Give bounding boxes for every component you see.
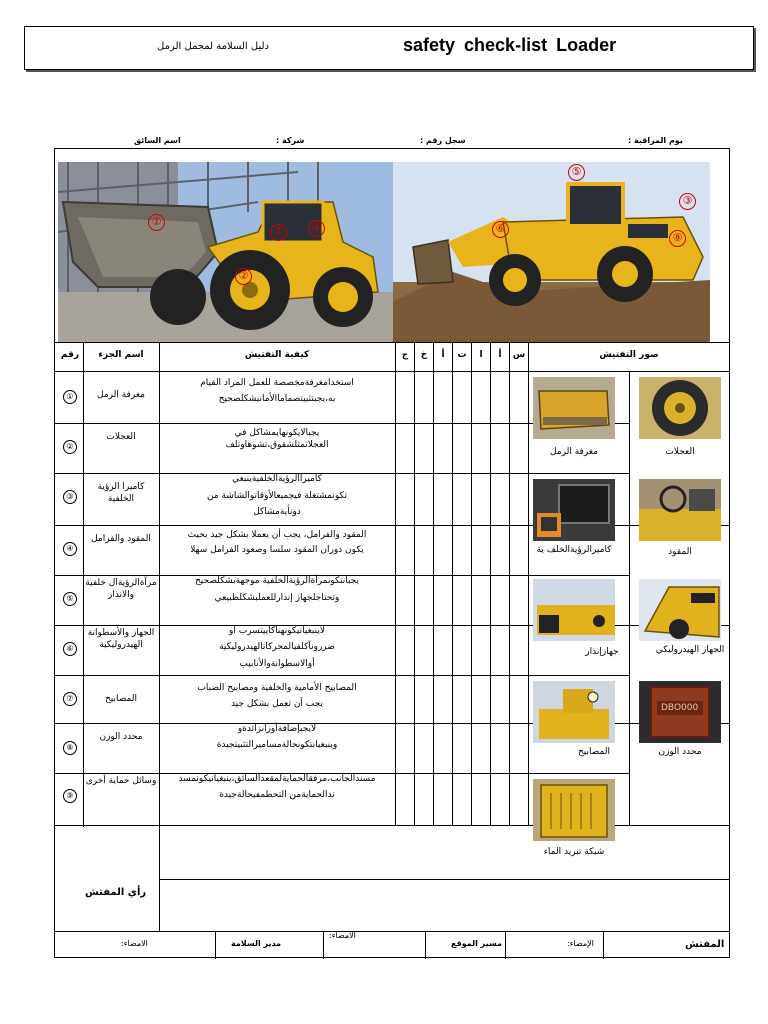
photo-alarm: [533, 579, 615, 641]
row-6-part: الجهاز والأسطوانة الهيدروليكية: [87, 628, 155, 650]
loader-photo-side: [393, 162, 710, 342]
company-label: شركة :: [276, 136, 305, 145]
row-9-part: وسائل حماية أخرى: [85, 776, 157, 786]
caption-wheels: العجلات: [665, 447, 695, 457]
row-3-method-line-1: كاميراالرؤيةالخلفيةينبغي: [232, 474, 322, 484]
safety-manager-label: مدير السلامة: [231, 939, 282, 948]
row-7-part: المصابيح: [104, 694, 138, 704]
row-9-method-line-1: مسندالجانب،مرفقالحمايةلمقعدالسائق،ينبغيانيكونمسد: [178, 774, 376, 784]
row-1-part: مغرفة الرمل: [97, 390, 145, 400]
caption-lamps: المصابيح: [577, 747, 611, 757]
caption-bucket: مغرفة الرمل: [550, 447, 598, 457]
row-8-part: محدد الوزن: [99, 732, 143, 742]
driver-label: اسم السائق: [134, 136, 181, 145]
row-8-number: ⑧: [63, 741, 77, 755]
site-manager-signature-label: الامضاء:: [329, 931, 356, 940]
marker-7: ⑦: [270, 224, 287, 241]
inspector-opinion-label: رأي المفتش: [85, 887, 147, 898]
header-method: كيفية التفتيش: [244, 350, 310, 360]
row-6-method-line-2: ضررونآكلفيالمحركاتالهيدروليكية: [219, 642, 335, 652]
grid-line: [55, 342, 729, 343]
title-arabic: دليل السلامة لمحمل الرمل: [157, 41, 269, 52]
row-5-part: مرآةالرؤيةال خلفية والانذار: [85, 578, 157, 600]
inspector-label: المفتش: [685, 939, 725, 950]
photo-hydraulic: [639, 579, 721, 641]
row-3-method-line-2: تكونمشتغلة فيجميعالأوقاتوالشاشة من: [206, 491, 347, 501]
caption-weight: محدد الوزن: [658, 747, 702, 757]
caption-radiator: شبكة تبريد الماء: [543, 847, 605, 857]
marker-3: ③: [679, 193, 696, 210]
row-3-method-line-3: دونأيةمشاكل: [253, 507, 301, 517]
row-4-number: ④: [63, 542, 77, 556]
row-8-method-line-2: وينبغيانتكونحالةمساميرالتثبيتجيدة: [216, 740, 338, 750]
caption-camera: كاميرالرؤيةالخلف ية: [536, 545, 612, 555]
caption-steering: المقود: [668, 547, 692, 557]
title-box: [24, 26, 754, 70]
header-col-a2: أ: [441, 350, 445, 360]
marker-6: ⑥: [492, 221, 509, 238]
row-6-number: ⑥: [63, 642, 77, 656]
row-2-part: العجلات: [106, 432, 136, 442]
row-9-method-line-2: ندالحمايةمن التحطمفيحالةجيدة: [219, 790, 335, 800]
row-4-part: المقود والفرامل: [91, 534, 151, 544]
photo-steering: [639, 479, 721, 541]
header-col-a: أ: [498, 350, 502, 360]
row-4-method-line-2: يكون دوران المقود سلسا وصعود الفرامل سهلا: [190, 545, 364, 555]
header-col-kh: خ: [420, 350, 428, 360]
header-col-s: س: [512, 350, 526, 360]
header-col-b: ا: [479, 350, 483, 360]
caption-hydraulic: الجهاز الهيدروليكي: [655, 645, 725, 655]
site-manager-label: مسير الموقع: [451, 939, 502, 948]
row-1-method-line-1: استخدامغرفةمخصصة للعمل المراد القيام: [200, 378, 354, 388]
date-label: يوم المراقبة :: [628, 136, 683, 145]
photo-weight: [639, 681, 721, 743]
header-no: رقم: [60, 350, 80, 360]
loader-photo-front: [58, 162, 393, 342]
weight-plate-text: DBO000: [661, 703, 699, 713]
photo-wheels: [639, 377, 721, 439]
marker-4: ④: [308, 220, 325, 237]
row-2-number: ②: [63, 440, 77, 454]
row-9-number: ⑨: [63, 789, 77, 803]
safety-manager-signature-label: الامضاء:: [121, 939, 148, 948]
row-6-method-line-3: أوالاسطوانةوالأنابيب: [239, 659, 315, 669]
row-2-method-line-2: العجلاتمثلشقوق،تشوهاوتلف: [225, 440, 329, 450]
photo-bucket: [533, 377, 615, 439]
caption-alarm: جهازإنذار: [585, 647, 619, 657]
row-5-method-line-2: وتحتاجلجهاز إنذارللعملبشكلطبيعي: [214, 593, 340, 603]
photo-camera: [533, 479, 615, 541]
title-english: safety check-list Loader: [403, 35, 617, 55]
row-3-part: كاميرا الرؤية الخلفية: [97, 482, 145, 504]
marker-8: ⑧: [669, 230, 686, 247]
photo-radiator: [533, 779, 615, 841]
row-5-number: ⑤: [63, 592, 77, 606]
loader-photos: [58, 162, 710, 342]
checklist-sheet: [54, 148, 730, 958]
row-6-method-line-1: لاينبغيانيكونهناكاييتسرب او: [229, 626, 325, 636]
row-4-method-line-1: المقود والفرامل، يجب أن يعملا بشكل جيد بحيث: [187, 530, 367, 540]
marker-1: ①: [148, 214, 165, 231]
row-1-number: ①: [63, 390, 77, 404]
marker-5: ⑤: [568, 164, 585, 181]
header-col-t: ت: [457, 350, 467, 360]
row-5-method-line-1: يجبانتكونمرآةالرؤيةالخلفية موجهةبشكلصحيح: [194, 576, 359, 586]
row-7-method-line-2: يجب أن تعمل بشكل جيد: [231, 699, 323, 709]
record-label: سجل رقم :: [420, 136, 466, 145]
row-7-method-line-1: المصابيح الأمامية والخلفية ومصابيح الضباب: [197, 683, 357, 693]
header-part: اسم الجزء: [98, 350, 144, 360]
header-photos: صور التفتيش: [599, 350, 659, 360]
row-8-method-line-1: لايجبإضافةأوزانزائدةو: [237, 724, 317, 734]
row-7-number: ⑦: [63, 692, 77, 706]
row-2-method-line-1: يجبالايكونهايمشاكل في: [234, 428, 320, 438]
row-1-method-line-2: به،يجبتثبيتصماماالأمانبشكلصحيح: [218, 394, 336, 404]
inspector-signature-label: الإمضاء:: [567, 939, 594, 948]
header-col-j: ج: [401, 350, 409, 360]
marker-2: ②: [235, 268, 252, 285]
row-3-number: ③: [63, 490, 77, 504]
photo-lamps: [533, 681, 615, 743]
